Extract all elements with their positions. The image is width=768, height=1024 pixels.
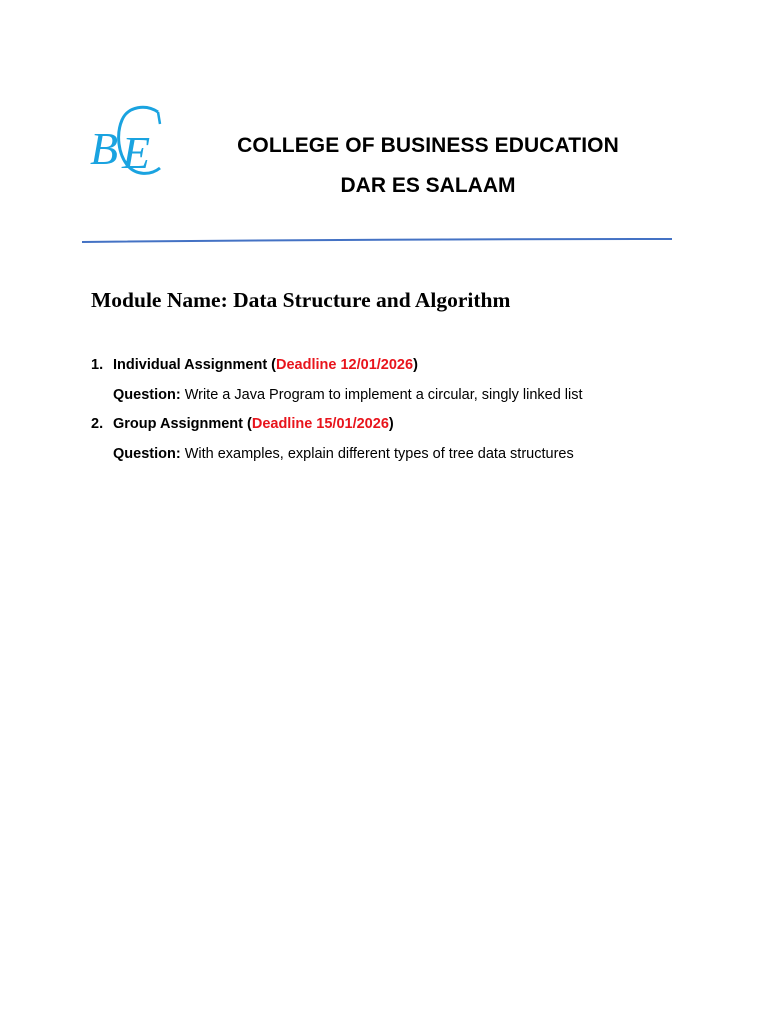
paren-open: ( (242, 416, 252, 432)
college-logo (88, 104, 170, 180)
module-title: Module Name: Data Structure and Algorithm (91, 288, 511, 312)
assignment-name: Individual Assignment (113, 357, 268, 373)
assignment-question (113, 386, 583, 404)
question-text: With examples, explain different types of tree data structures (180, 446, 574, 462)
cbe-logo-icon (88, 104, 170, 180)
header-divider (82, 232, 672, 240)
svg-text:B: B (90, 123, 119, 174)
college-name: COLLEGE OF BUSINESS EDUCATION (237, 134, 619, 157)
assignment-name: Group Assignment (113, 416, 243, 432)
paren-close: ) (413, 357, 418, 373)
paren-close: ) (388, 416, 394, 432)
college-city: DAR ES SALAAM (340, 174, 516, 197)
assignment-question (113, 445, 574, 463)
assignment-item (91, 356, 418, 374)
question-text: Write a Java Program to implement a circular, singly linked list (180, 387, 583, 403)
paren-open: ( (267, 357, 277, 373)
question-label: Question: (113, 446, 181, 462)
item-number: 1. (91, 357, 104, 373)
item-number: 2. (91, 416, 104, 432)
assignment-item (91, 415, 394, 433)
svg-text:E: E (122, 127, 151, 178)
deadline-text: Deadline 15/01/2026 (251, 416, 389, 432)
deadline-text: Deadline 12/01/2026 (276, 357, 414, 373)
question-label: Question: (113, 387, 181, 403)
